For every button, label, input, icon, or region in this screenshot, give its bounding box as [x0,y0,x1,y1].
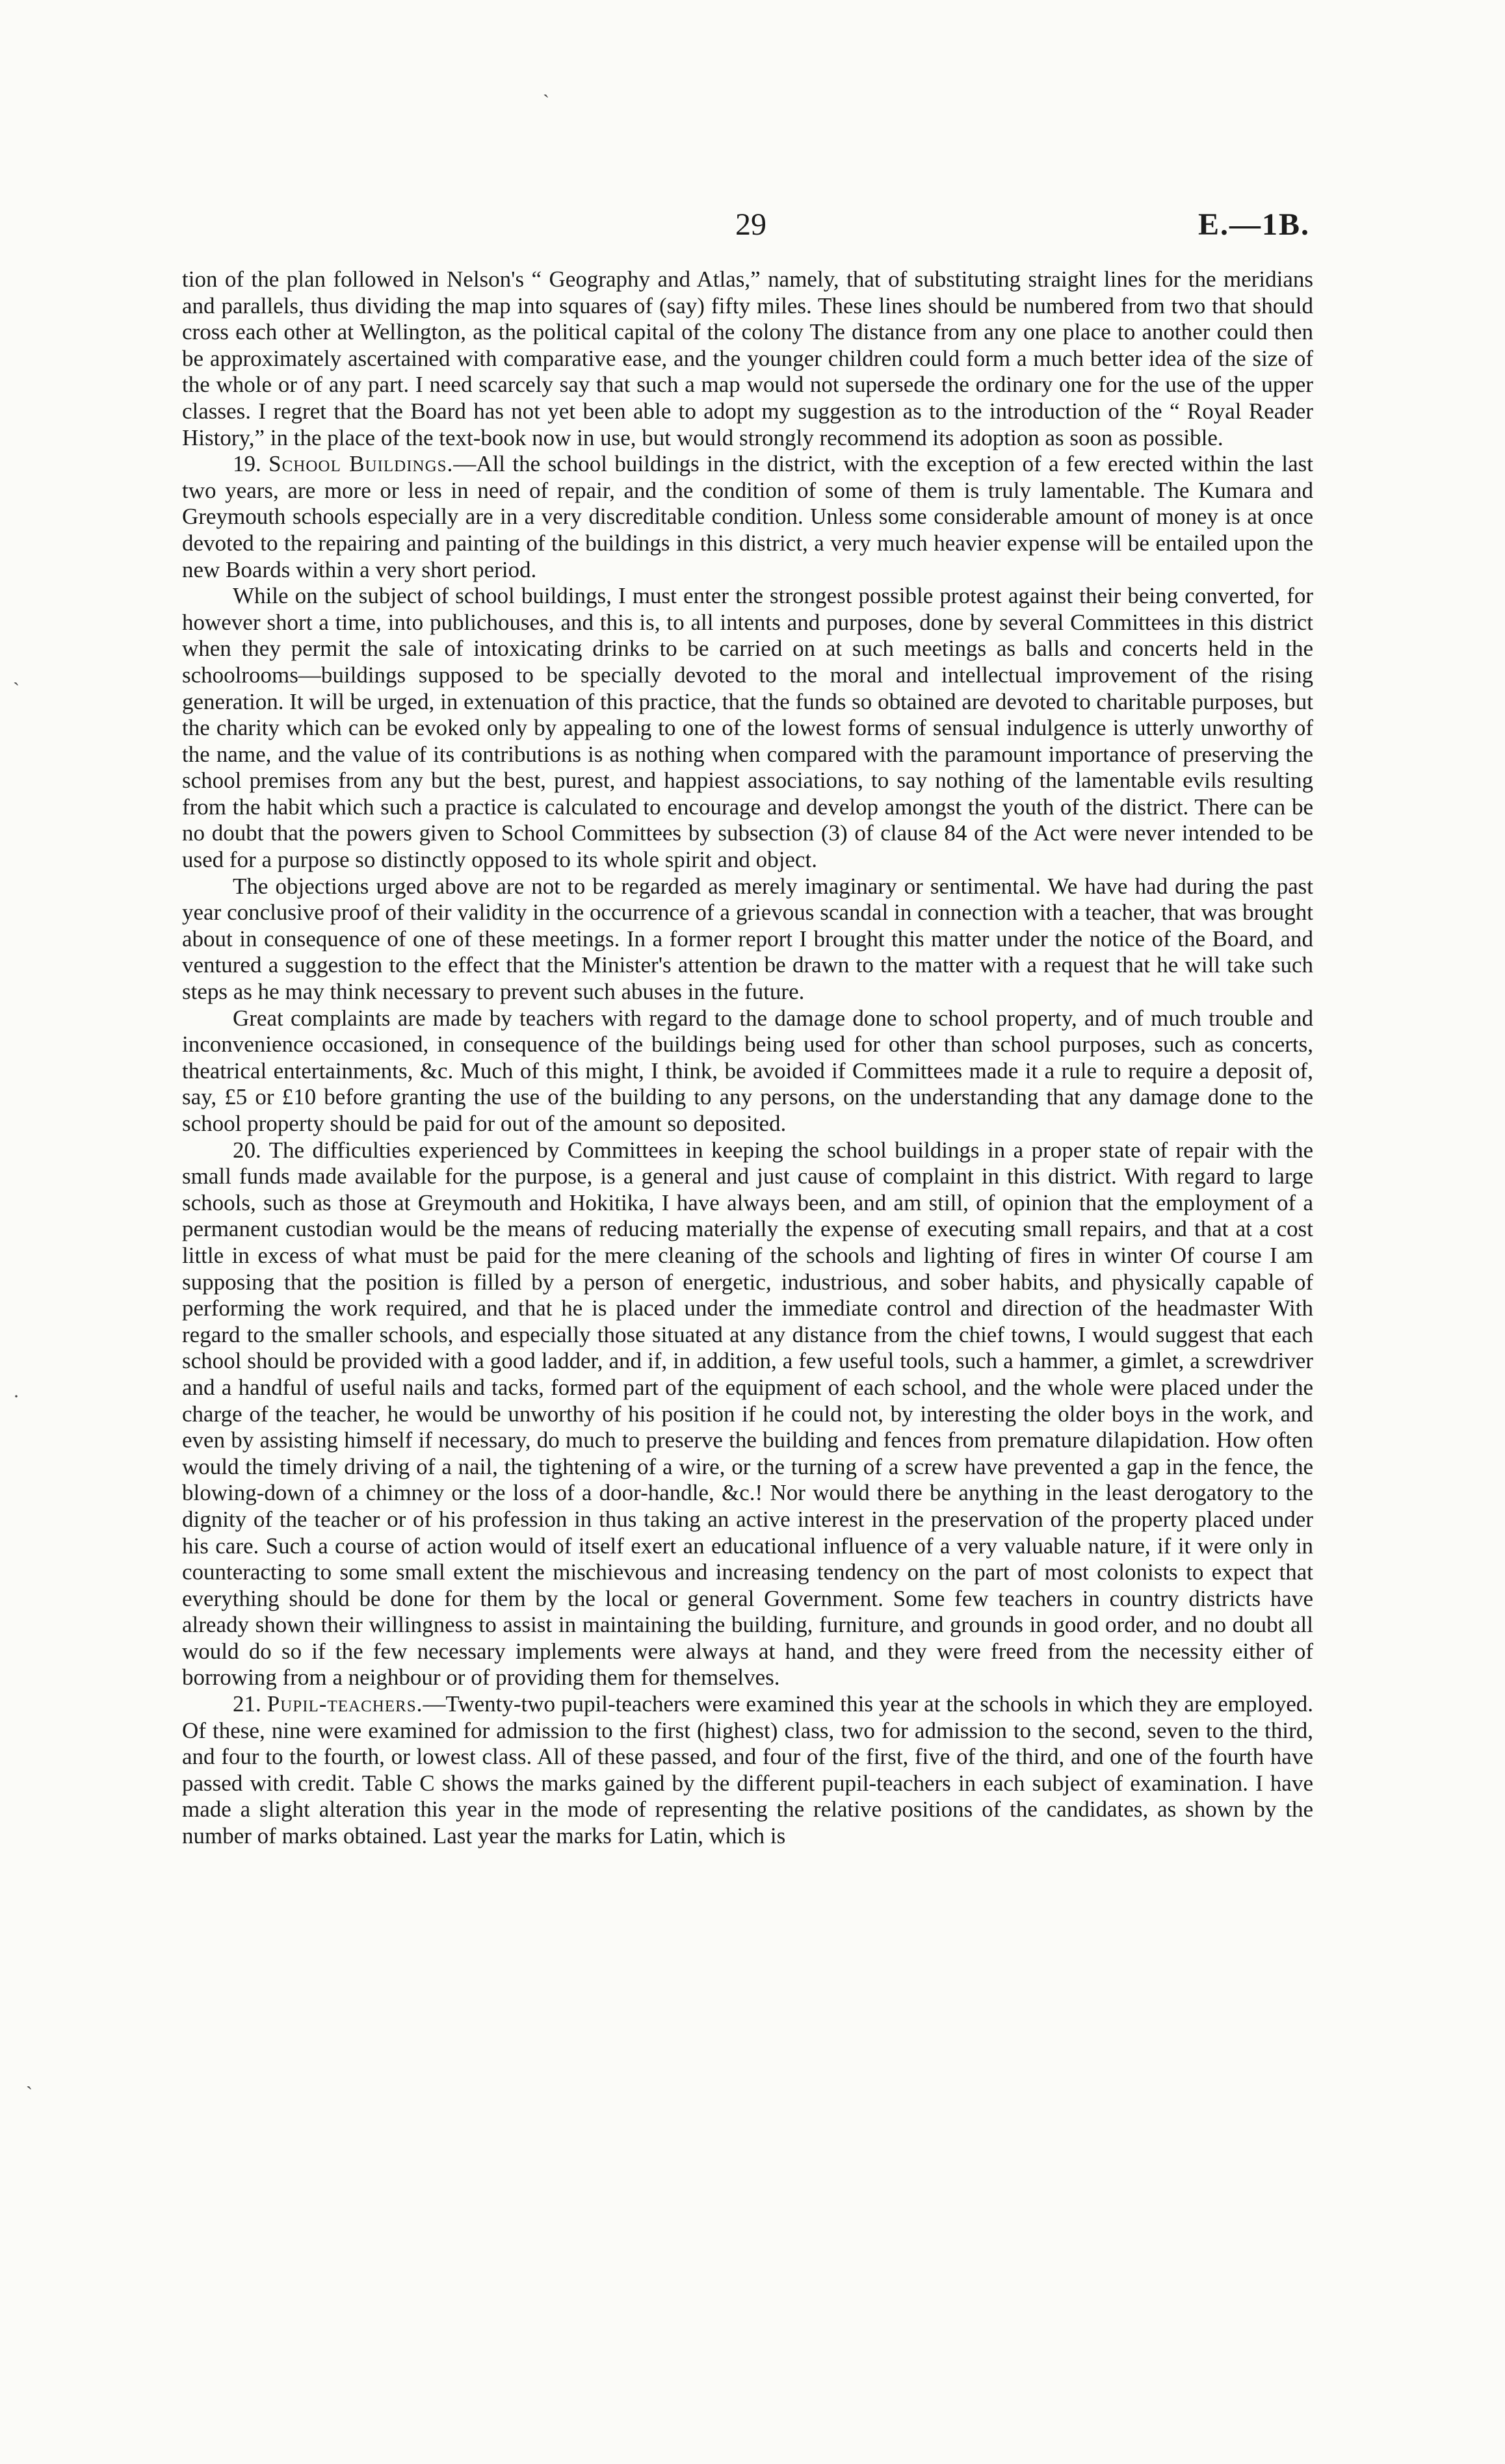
paragraph-text: The difficulties experienced by Committees in keeping the school buildings in a proper state of repair with the small funds made available for the purpose, is a general and just cause of complaint in this district. With regard to large schools, such as those at Greymouth and Hokitika, I have always been, and am still, of opinion that the employment of a permanent custodian would be the means of reducing materially the expense of executing small repairs, and that at a cost little in excess of what must be paid for the mere cleaning of the schools and lighting of fires in winter Of course I am supposing that the position is filled by a person of energetic, industrious, and sober habits, and physically capable of performing the work required, and that he is placed under the immediate control and direction of the headmaster With regard to the smaller schools, and especially those situated at any distance from the chief towns, I would suggest that each school should be provided with a good ladder, and if, in addition, a few useful tools, such a hammer, a gimlet, a screwdriver and a handful of useful nails and tacks, formed part of the equipment of each school, and the whole were placed under the charge of the teacher, he would be unworthy of his position if he could not, by interesting the older boys in the work, and even by assisting himself if necessary, do much to preserve the building and fences from premature dilapidation. How often would the timely driving of a nail, the tightening of a wire, or the turning of a screw have prevented a gap in the fence, the blowing-down of a chimney or the loss of a door-handle, &c.! Nor would there be anything in the least derogatory to the dignity of the teacher or of his profession in thus taking an active interest in the preservation of the property placed under his care. Such a course of action would of itself exert an educational influence of a very valuable nature, if it were only in counteracting to some small extent the mischievous and increasing tendency on the part of most colonists to expect that everything should be done for them by the local or general Government. Some few teachers in country districts have already shown their willingness to assist in maintaining the building, furniture, and grounds in good order, and no doubt all would do so if the few necessary implements were always at hand, and they were freed from the necessity either of borrowing from a neighbour or of providing them for themselves. [182,1137,1313,1691]
paragraph-text: The objections urged above are not to be regarded as merely imaginary or sentimental. We have had during the past year conclusive proof of their validity in the occurrence of a grievous scandal in connection with a teacher, that was brought about in consequence of one of these meetings. In a former report I brought this matter under the notice of the Board, and ventured a suggestion to the effect that the Minister's attention be drawn to the matter with a request that he will take such steps as he may think necessary to prevent such abuses in the future. [182,873,1313,1005]
section-heading: Pupil-teachers. [267,1691,423,1717]
paragraph-pupil-teachers [182,1691,1313,1850]
paragraph-text: tion of the plan followed in Nelson's “ Geography and Atlas,” namely, that of substituting straight lines for the meridians and parallels, thus dividing the map into squares of (say) fifty miles. These lines should be numbered from two that should cross each other at Wellington, as the political capital of the colony The distance from any one place to another could then be approximately ascertained with comparative ease, and the younger children could form a much better idea of the size of the whole or of any part. I need scarcely say that such a map would not supersede the ordinary one for the use of the upper classes. I regret that the Board has not yet been able to adopt my suggestion as to the introduction of the “ Royal Reader History,” in the place of the text-book now in use, but would strongly recommend its adoption as soon as possible. [182,266,1313,450]
paragraph-text: While on the subject of school buildings, I must enter the strongest possible protest against their being converted, for however short a time, into publichouses, and this is, to all intents and purposes, done by several Committees in this district when they permit the sale of intoxicating drinks to be carried on at such meetings as balls and concerts held in the schoolrooms—buildings supposed to be specially devoted to the moral and intellectual improvement of the rising generation. It will be urged, in extenuation of this practice, that the funds so obtained are devoted to charitable purposes, but the charity which can be evoked only by appealing to one of the lowest forms of sensual indulgence is utterly unworthy of the name, and the value of its contributions is as nothing when compared with the paramount importance of preserving the school premises from any but the best, purest, and happiest associations, to say nothing of the lamentable evils resulting from the habit which such a practice is calculated to encourage and develop amongst the youth of the district. There can be no doubt that the powers given to School Committees by subsection (3) of clause 84 of the Act were never intended to be used for a purpose so distinctly opposed to its whole spirit and object. [182,583,1313,873]
paragraph-text: —Twenty-two pupil-teachers were examined this year at the schools in which they are employed. Of these, nine were examined for admission to the first (highest) class, two for admission to the second, seven to the third, and four to the fourth, or lowest class. All of these passed, and four of the first, five of the third, and one of the fourth have passed with credit. Table C shows the marks gained by the different pupil-teachers in each subject of examination. I have made a slight alteration this year in the mode of representing the relative positions of the candidates, as shown by the number of marks obtained. Last year the marks for Latin, which is [182,1691,1313,1849]
section-number: 21. [233,1691,261,1717]
paragraph-text: Great complaints are made by teachers with regard to the damage done to school property, and of much trouble and inconvenience occasioned, in consequence of the buildings being used for other than school purposes, such as concerts, theatrical entertainments, &c. Much of this might, I think, be avoided if Committees made it a rule to require a deposit of, say, £5 or £10 before granting the use of the building to any persons, on the understanding that any damage done to the school property should be paid for out of the amount so deposited. [182,1005,1313,1136]
paragraph-text: —All the school buildings in the district, with the exception of a few erected within the last two years, are more or less in need of repair, and the condition of some of them is truly lamentable. The Kumara and Greymouth schools especially are in a very discreditable condition. Unless some considerable amount of money is at once devoted to the repairing and painting of the buildings in this district, a very much heavier expense will be entailed upon the new Boards within a very short period. [182,451,1313,582]
paragraph-objections [182,874,1313,1005]
paragraph-repairs [182,1137,1313,1691]
section-heading: School Buildings. [268,451,454,477]
scan-mark: ˎ [13,664,20,686]
document-reference: E.—1B. [1197,207,1310,242]
paragraph-publichouses-protest [182,583,1313,874]
page-number: 29 [735,207,766,242]
paragraph-map-continuation [182,266,1313,451]
scan-mark: ˎ [26,2068,33,2090]
scan-mark: · [13,1386,20,1407]
section-number: 19. [233,451,261,477]
scan-mark: ` [543,91,549,112]
section-number: 20. [233,1137,261,1163]
body-text [182,266,1313,1850]
paragraph-complaints [182,1005,1313,1137]
paragraph-school-buildings [182,451,1313,583]
